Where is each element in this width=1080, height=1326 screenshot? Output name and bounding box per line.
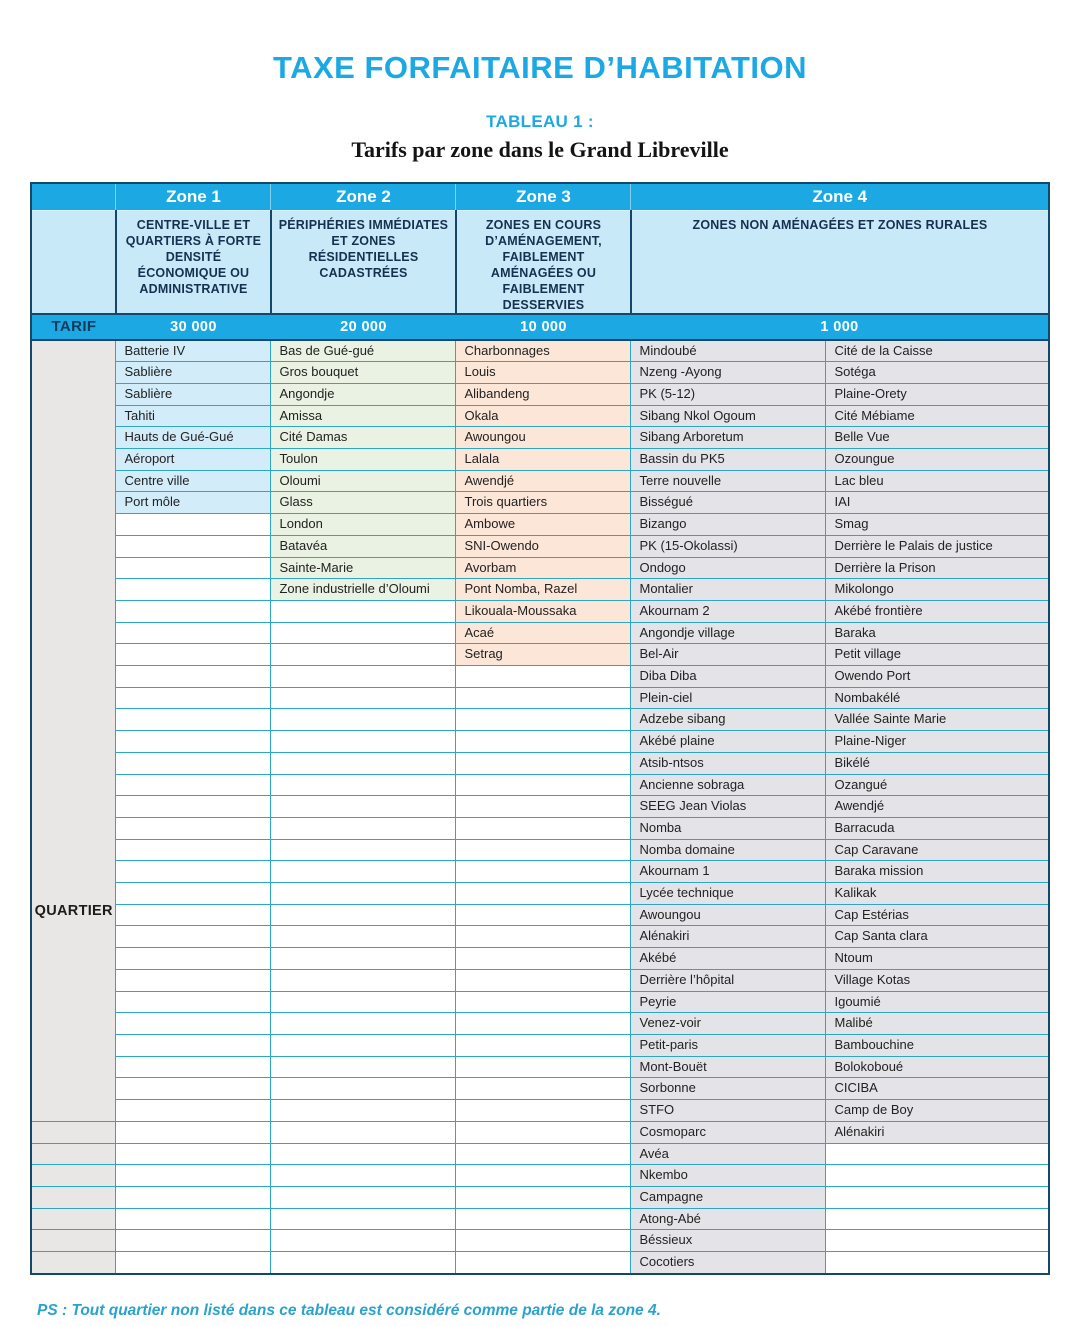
quartier-row <box>31 362 1049 384</box>
quartier-cell-zone1 <box>116 752 271 774</box>
quartier-cell-zone4-a: Nomba <box>631 817 826 839</box>
quartier-cell-zone4-a: Derrière l’hôpital <box>631 969 826 991</box>
gutter-cell <box>31 1165 116 1187</box>
quartier-cell-zone4-a: Angondje village <box>631 622 826 644</box>
quartier-cell-zone1: Port môle <box>116 492 271 514</box>
quartier-row <box>31 796 1049 818</box>
quartier-cell-zone4-a: Ondogo <box>631 557 826 579</box>
quartier-cell-zone1 <box>116 1100 271 1122</box>
quartier-row <box>31 731 1049 753</box>
quartier-cell-zone4-b: Village Kotas <box>826 969 1049 991</box>
quartier-cell-zone3: Alibandeng <box>456 383 631 405</box>
quartier-cell-zone1 <box>116 1013 271 1035</box>
quartier-cell-zone3 <box>456 926 631 948</box>
quartier-cell-zone4-b <box>826 1252 1049 1274</box>
quartier-row <box>31 817 1049 839</box>
quartier-row <box>31 1056 1049 1078</box>
quartier-cell-zone3 <box>456 1056 631 1078</box>
quartier-cell-zone3 <box>456 817 631 839</box>
quartier-cell-zone3: Likouala-Moussaka <box>456 600 631 622</box>
quartier-cell-zone2 <box>271 774 456 796</box>
quartier-cell-zone3 <box>456 991 631 1013</box>
page-title: TAXE FORFAITAIRE D’HABITATION <box>272 50 807 85</box>
zone4-tarif: 1 000 <box>631 314 1049 340</box>
quartier-cell-zone1 <box>116 709 271 731</box>
quartier-cell-zone4-b: Alénakiri <box>826 1121 1049 1143</box>
quartier-cell-zone4-b: Bolokoboué <box>826 1056 1049 1078</box>
quartier-cell-zone2 <box>271 926 456 948</box>
quartier-cell-zone4-a: STFO <box>631 1100 826 1122</box>
quartier-cell-zone4-b <box>826 1186 1049 1208</box>
quartier-row <box>31 991 1049 1013</box>
quartier-cell-zone4-a: Akébé plaine <box>631 731 826 753</box>
quartier-cell-zone1 <box>116 948 271 970</box>
quartier-cell-zone4-a: Terre nouvelle <box>631 470 826 492</box>
quartier-cell-zone4-a: Akournam 1 <box>631 861 826 883</box>
quartier-cell-zone3 <box>456 666 631 688</box>
quartier-cell-zone4-b: Cité de la Caisse <box>826 340 1049 362</box>
quartier-cell-zone3 <box>456 1143 631 1165</box>
zone-description-row <box>31 210 1049 314</box>
quartier-cell-zone4-b: Cap Santa clara <box>826 926 1049 948</box>
quartier-cell-zone4-b: Nombakélé <box>826 687 1049 709</box>
quartier-cell-zone4-a: Nomba domaine <box>631 839 826 861</box>
quartier-row <box>31 1013 1049 1035</box>
quartier-cell-zone2 <box>271 796 456 818</box>
quartier-cell-zone1 <box>116 579 271 601</box>
quartier-cell-zone1 <box>116 1230 271 1252</box>
quartier-row <box>31 948 1049 970</box>
quartier-cell-zone1 <box>116 600 271 622</box>
quartier-cell-zone4-a: Nzeng -Ayong <box>631 362 826 384</box>
zone3-header: Zone 3 <box>456 183 631 210</box>
quartier-row <box>31 883 1049 905</box>
quartier-cell-zone4-b: Petit village <box>826 644 1049 666</box>
quartier-row <box>31 926 1049 948</box>
quartier-cell-zone2 <box>271 817 456 839</box>
quartier-cell-zone4-b: Kalikak <box>826 883 1049 905</box>
quartier-cell-zone4-b: Baraka <box>826 622 1049 644</box>
quartier-cell-zone4-a: Avéa <box>631 1143 826 1165</box>
quartier-cell-zone4-a: PK (5-12) <box>631 383 826 405</box>
quartier-cell-zone2 <box>271 969 456 991</box>
quartier-row <box>31 709 1049 731</box>
quartier-cell-zone3: Charbonnages <box>456 340 631 362</box>
quartier-row <box>31 383 1049 405</box>
quartier-cell-zone4-a: Nkembo <box>631 1165 826 1187</box>
quartier-cell-zone4-a: Montalier <box>631 579 826 601</box>
quartier-row <box>31 514 1049 536</box>
quartier-cell-zone3: Okala <box>456 405 631 427</box>
quartier-cell-zone2: Cité Damas <box>271 427 456 449</box>
quartier-cell-zone1: Sablière <box>116 362 271 384</box>
quartier-cell-zone3 <box>456 861 631 883</box>
gutter-cell <box>31 1230 116 1252</box>
quartier-cell-zone2: Toulon <box>271 449 456 471</box>
quartier-cell-zone4-b: Bambouchine <box>826 1035 1049 1057</box>
quartier-cell-zone4-a: Diba Diba <box>631 666 826 688</box>
quartier-row <box>31 557 1049 579</box>
quartier-cell-zone3: Trois quartiers <box>456 492 631 514</box>
quartier-cell-zone4-a: Adzebe sibang <box>631 709 826 731</box>
quartier-cell-zone2 <box>271 731 456 753</box>
table-body <box>31 340 1049 1274</box>
quartier-cell-zone2 <box>271 839 456 861</box>
quartier-cell-zone1 <box>116 839 271 861</box>
quartier-cell-zone2 <box>271 1100 456 1122</box>
quartier-row <box>31 449 1049 471</box>
quartier-cell-zone4-b: Awendjé <box>826 796 1049 818</box>
quartier-cell-zone3 <box>456 904 631 926</box>
gutter-cell <box>31 1143 116 1165</box>
quartier-cell-zone1 <box>116 991 271 1013</box>
quartier-cell-zone1 <box>116 1035 271 1057</box>
zone-header-corner <box>31 183 116 210</box>
quartier-cell-zone1 <box>116 1165 271 1187</box>
quartier-cell-zone1 <box>116 687 271 709</box>
quartier-cell-zone4-b: Ozoungue <box>826 449 1049 471</box>
quartier-cell-zone4-b: Cité Mébiame <box>826 405 1049 427</box>
quartier-row <box>31 1186 1049 1208</box>
quartier-cell-zone4-b: Plaine-Orety <box>826 383 1049 405</box>
quartier-cell-zone4-a: Venez-voir <box>631 1013 826 1035</box>
quartier-cell-zone2 <box>271 948 456 970</box>
quartier-cell-zone1 <box>116 557 271 579</box>
quartier-cell-zone2 <box>271 1230 456 1252</box>
quartier-cell-zone3 <box>456 731 631 753</box>
zone3-tarif: 10 000 <box>456 314 631 340</box>
quartier-cell-zone1 <box>116 926 271 948</box>
quartier-row <box>31 340 1049 362</box>
quartier-cell-zone2: Batavéa <box>271 535 456 557</box>
tarif-row-label: TARIF <box>31 314 116 340</box>
quartier-cell-zone3 <box>456 687 631 709</box>
quartier-cell-zone1: Sablière <box>116 383 271 405</box>
quartier-row <box>31 579 1049 601</box>
quartier-cell-zone4-a: Atong-Abé <box>631 1208 826 1230</box>
quartier-cell-zone3: Awoungou <box>456 427 631 449</box>
quartier-cell-zone1 <box>116 1056 271 1078</box>
quartier-label: QUARTIER <box>34 902 113 919</box>
quartier-cell-zone4-b: Belle Vue <box>826 427 1049 449</box>
quartier-row <box>31 427 1049 449</box>
quartier-cell-zone4-b: CICIBA <box>826 1078 1049 1100</box>
quartier-cell-zone3: Louis <box>456 362 631 384</box>
quartier-cell-zone3 <box>456 1035 631 1057</box>
quartier-cell-zone2 <box>271 600 456 622</box>
gutter-cell <box>31 1186 116 1208</box>
quartier-cell-zone4-a: Sorbonne <box>631 1078 826 1100</box>
quartier-cell-zone4-b: Ozangué <box>826 774 1049 796</box>
quartier-cell-zone2: Bas de Gué-gué <box>271 340 456 362</box>
quartier-cell-zone4-a: Sibang Nkol Ogoum <box>631 405 826 427</box>
quartier-cell-zone2 <box>271 687 456 709</box>
quartier-cell-zone4-b: Sotéga <box>826 362 1049 384</box>
quartier-cell-zone1: Batterie IV <box>116 340 271 362</box>
quartier-cell-zone4-a: Cosmoparc <box>631 1121 826 1143</box>
zone1-description: CENTRE-VILLE ET QUARTIERS À FORTE DENSITÉ ÉCONOMIQUE OU ADMINISTRATIVE <box>116 210 271 314</box>
quartier-cell-zone4-b: Vallée Sainte Marie <box>826 709 1049 731</box>
zone1-header: Zone 1 <box>116 183 271 210</box>
quartier-row <box>31 904 1049 926</box>
quartier-cell-zone3 <box>456 796 631 818</box>
quartier-row <box>31 1143 1049 1165</box>
quartier-row <box>31 405 1049 427</box>
quartier-cell-zone4-b: Smag <box>826 514 1049 536</box>
quartier-cell-zone4-a: Béssieux <box>631 1230 826 1252</box>
quartier-cell-zone2: Oloumi <box>271 470 456 492</box>
quartier-cell-zone4-a: SEEG Jean Violas <box>631 796 826 818</box>
quartier-row <box>31 1035 1049 1057</box>
quartier-row <box>31 1100 1049 1122</box>
quartier-row <box>31 1230 1049 1252</box>
quartier-cell-zone3: Awendjé <box>456 470 631 492</box>
quartier-cell-zone3 <box>456 948 631 970</box>
quartier-row <box>31 687 1049 709</box>
zone2-description: PÉRIPHÉRIES IMMÉDIATES ET ZONES RÉSIDENTIELLES CADASTRÉES <box>271 210 456 314</box>
quartier-cell-zone2: Sainte-Marie <box>271 557 456 579</box>
quartier-cell-zone4-a: Bel-Air <box>631 644 826 666</box>
quartier-cell-zone3 <box>456 1230 631 1252</box>
quartier-cell-zone4-a: Bisségué <box>631 492 826 514</box>
quartier-cell-zone3 <box>456 839 631 861</box>
quartier-cell-zone4-b: Cap Estérias <box>826 904 1049 926</box>
quartier-cell-zone4-b: Lac bleu <box>826 470 1049 492</box>
quartier-cell-zone3 <box>456 1165 631 1187</box>
quartier-row <box>31 622 1049 644</box>
quartier-cell-zone4-b: Bikélé <box>826 752 1049 774</box>
quartier-row <box>31 1165 1049 1187</box>
quartier-cell-zone4-a: Peyrie <box>631 991 826 1013</box>
quartier-cell-zone3 <box>456 883 631 905</box>
quartier-row <box>31 535 1049 557</box>
zone2-header: Zone 2 <box>271 183 456 210</box>
quartier-cell-zone4-a: Lycée technique <box>631 883 826 905</box>
quartier-row <box>31 600 1049 622</box>
quartier-cell-zone3: Avorbam <box>456 557 631 579</box>
quartier-cell-zone2 <box>271 1078 456 1100</box>
table-label: TABLEAU 1 : <box>486 112 594 131</box>
quartier-cell-zone4-b: Derrière le Palais de justice <box>826 535 1049 557</box>
gutter-cell <box>31 1252 116 1274</box>
quartier-row <box>31 752 1049 774</box>
quartier-cell-zone3 <box>456 1013 631 1035</box>
quartier-cell-zone3 <box>456 969 631 991</box>
quartier-cell-zone3: Pont Nomba, Razel <box>456 579 631 601</box>
quartier-cell-zone4-b: Cap Caravane <box>826 839 1049 861</box>
quartier-cell-zone4-b: Owendo Port <box>826 666 1049 688</box>
quartier-cell-zone2 <box>271 666 456 688</box>
quartier-cell-zone1 <box>116 666 271 688</box>
quartier-cell-zone2 <box>271 622 456 644</box>
quartier-cell-zone1 <box>116 535 271 557</box>
quartier-cell-zone4-a: Petit-paris <box>631 1035 826 1057</box>
quartier-cell-zone3: Ambowe <box>456 514 631 536</box>
quartier-cell-zone4-b <box>826 1230 1049 1252</box>
quartier-cell-zone4-b: Derrière la Prison <box>826 557 1049 579</box>
quartier-cell-zone4-b: Mikolongo <box>826 579 1049 601</box>
quartier-cell-zone4-b <box>826 1208 1049 1230</box>
quartier-cell-zone3 <box>456 1100 631 1122</box>
quartier-cell-zone2 <box>271 861 456 883</box>
quartier-cell-zone1 <box>116 1143 271 1165</box>
quartier-cell-zone3 <box>456 1121 631 1143</box>
zone4-header: Zone 4 <box>631 183 1049 210</box>
quartier-cell-zone3 <box>456 1186 631 1208</box>
quartier-row <box>31 861 1049 883</box>
quartier-cell-zone2: Gros bouquet <box>271 362 456 384</box>
quartier-cell-zone4-a: Campagne <box>631 1186 826 1208</box>
quartier-cell-zone1 <box>116 904 271 926</box>
zone1-tarif: 30 000 <box>116 314 271 340</box>
quartier-cell-zone3: Acaé <box>456 622 631 644</box>
zones-tarif-table <box>30 182 1050 1275</box>
gutter-cell <box>31 1121 116 1143</box>
quartier-cell-zone2 <box>271 1035 456 1057</box>
quartier-cell-zone3: Lalala <box>456 449 631 471</box>
quartier-cell-zone4-b: Camp de Boy <box>826 1100 1049 1122</box>
quartier-cell-zone1 <box>116 1121 271 1143</box>
quartier-cell-zone4-a: Bassin du PK5 <box>631 449 826 471</box>
quartier-cell-zone4-a: Mont-Bouët <box>631 1056 826 1078</box>
quartier-cell-zone3 <box>456 1078 631 1100</box>
quartier-cell-zone4-a: Akournam 2 <box>631 600 826 622</box>
quartier-cell-zone2: Glass <box>271 492 456 514</box>
description-corner <box>31 210 116 314</box>
quartier-cell-zone3 <box>456 709 631 731</box>
quartier-cell-zone4-b: Igoumié <box>826 991 1049 1013</box>
quartier-cell-zone4-b <box>826 1143 1049 1165</box>
quartier-cell-zone4-b: IAI <box>826 492 1049 514</box>
quartier-row <box>31 1121 1049 1143</box>
quartier-cell-zone4-a: Ancienne sobraga <box>631 774 826 796</box>
quartier-cell-zone2 <box>271 1121 456 1143</box>
quartier-cell-zone4-b: Plaine-Niger <box>826 731 1049 753</box>
quartier-cell-zone1 <box>116 622 271 644</box>
quartier-cell-zone3 <box>456 1208 631 1230</box>
quartier-cell-zone4-a: Plein-ciel <box>631 687 826 709</box>
quartier-cell-zone2 <box>271 1013 456 1035</box>
quartier-cell-zone4-a: Alénakiri <box>631 926 826 948</box>
quartier-row <box>31 969 1049 991</box>
quartier-group-cell <box>31 340 116 1122</box>
quartier-cell-zone1 <box>116 514 271 536</box>
quartier-cell-zone2 <box>271 644 456 666</box>
quartier-cell-zone4-a: Cocotiers <box>631 1252 826 1274</box>
quartier-cell-zone4-a: Atsib-ntsos <box>631 752 826 774</box>
quartier-cell-zone2 <box>271 1143 456 1165</box>
quartier-cell-zone3: Setrag <box>456 644 631 666</box>
quartier-cell-zone1 <box>116 817 271 839</box>
quartier-cell-zone2 <box>271 1186 456 1208</box>
quartier-cell-zone2 <box>271 1165 456 1187</box>
quartier-cell-zone1 <box>116 774 271 796</box>
quartier-row <box>31 1078 1049 1100</box>
quartier-cell-zone4-a: Sibang Arboretum <box>631 427 826 449</box>
quartier-cell-zone1 <box>116 969 271 991</box>
quartier-cell-zone2 <box>271 883 456 905</box>
quartier-cell-zone4-b: Malibé <box>826 1013 1049 1035</box>
quartier-cell-zone4-b <box>826 1165 1049 1187</box>
quartier-cell-zone1 <box>116 861 271 883</box>
quartier-cell-zone3 <box>456 752 631 774</box>
quartier-cell-zone2 <box>271 904 456 926</box>
quartier-cell-zone1: Aéroport <box>116 449 271 471</box>
quartier-row <box>31 644 1049 666</box>
quartier-cell-zone3 <box>456 774 631 796</box>
quartier-cell-zone2 <box>271 1056 456 1078</box>
zone2-tarif: 20 000 <box>271 314 456 340</box>
quartier-cell-zone2: Amissa <box>271 405 456 427</box>
quartier-cell-zone4-a: Akébé <box>631 948 826 970</box>
quartier-row <box>31 1208 1049 1230</box>
quartier-cell-zone3 <box>456 1252 631 1274</box>
quartier-cell-zone1 <box>116 644 271 666</box>
quartier-cell-zone1: Centre ville <box>116 470 271 492</box>
quartier-cell-zone1 <box>116 796 271 818</box>
quartier-cell-zone4-a: Mindoubé <box>631 340 826 362</box>
quartier-cell-zone1 <box>116 1252 271 1274</box>
table-subtitle: Tarifs par zone dans le Grand Libreville <box>351 137 729 162</box>
quartier-cell-zone4-b: Akébé frontière <box>826 600 1049 622</box>
zone-header-row <box>31 183 1049 210</box>
quartier-cell-zone4-a: Awoungou <box>631 904 826 926</box>
quartier-cell-zone2: London <box>271 514 456 536</box>
quartier-cell-zone2: Zone industrielle d’Oloumi <box>271 579 456 601</box>
quartier-cell-zone1 <box>116 1078 271 1100</box>
quartier-cell-zone1: Tahiti <box>116 405 271 427</box>
quartier-cell-zone2 <box>271 752 456 774</box>
table-head <box>31 183 1049 340</box>
quartier-row <box>31 774 1049 796</box>
quartier-cell-zone4-b: Baraka mission <box>826 861 1049 883</box>
quartier-cell-zone4-a: Bizango <box>631 514 826 536</box>
quartier-row <box>31 666 1049 688</box>
quartier-cell-zone4-b: Ntoum <box>826 948 1049 970</box>
quartier-row <box>31 839 1049 861</box>
quartier-cell-zone2 <box>271 709 456 731</box>
quartier-cell-zone1: Hauts de Gué-Gué <box>116 427 271 449</box>
quartier-cell-zone1 <box>116 1186 271 1208</box>
quartier-cell-zone1 <box>116 1208 271 1230</box>
footnote: PS : Tout quartier non listé dans ce tableau est considéré comme partie de la zone 4. <box>37 1301 661 1319</box>
quartier-cell-zone4-b: Barracuda <box>826 817 1049 839</box>
quartier-cell-zone2: Angondje <box>271 383 456 405</box>
quartier-cell-zone2 <box>271 991 456 1013</box>
quartier-cell-zone1 <box>116 883 271 905</box>
quartier-cell-zone1 <box>116 731 271 753</box>
quartier-row <box>31 470 1049 492</box>
zone3-description: ZONES EN COURS D’AMÉNAGEMENT, FAIBLEMENT AMÉNAGÉES OU FAIBLEMENT DESSERVIES <box>456 210 631 314</box>
tarif-row <box>31 314 1049 340</box>
quartier-cell-zone4-a: PK (15-Okolassi) <box>631 535 826 557</box>
quartier-row <box>31 1252 1049 1274</box>
quartier-cell-zone2 <box>271 1208 456 1230</box>
zone4-description: ZONES NON AMÉNAGÉES ET ZONES RURALES <box>631 210 1049 314</box>
quartier-row <box>31 492 1049 514</box>
gutter-cell <box>31 1208 116 1230</box>
quartier-cell-zone3: SNI-Owendo <box>456 535 631 557</box>
quartier-cell-zone2 <box>271 1252 456 1274</box>
